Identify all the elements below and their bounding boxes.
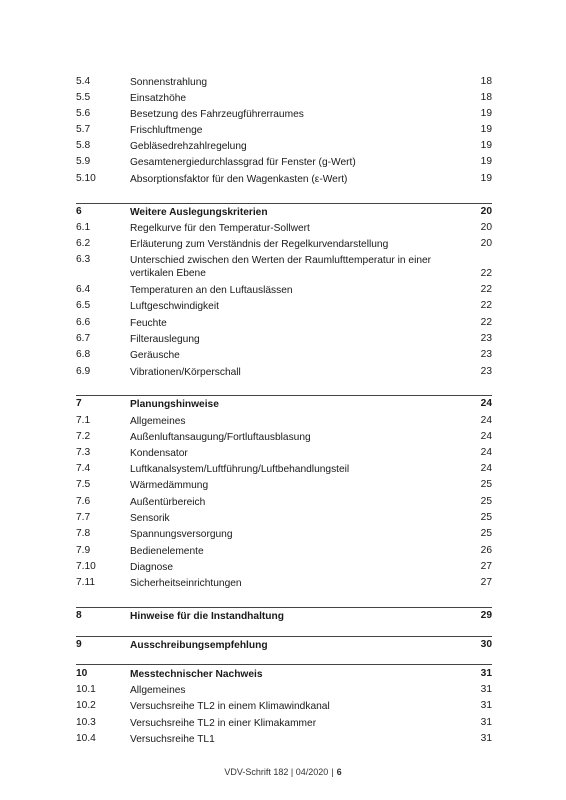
toc-page: 19	[480, 173, 492, 184]
toc-page: 22	[480, 300, 492, 311]
toc-title: Ausschreibungsempfehlung	[130, 640, 268, 651]
toc-number: 10.3	[76, 717, 96, 728]
toc-number: 7	[76, 398, 82, 409]
toc-page: 31	[480, 668, 492, 679]
toc-number: 7.2	[76, 431, 91, 442]
toc-number: 7.6	[76, 496, 91, 507]
toc-number: 6.8	[76, 349, 91, 360]
toc-number: 9	[76, 639, 82, 650]
toc-page: 23	[480, 333, 492, 344]
toc-page: 31	[480, 700, 492, 711]
toc-number: 7.5	[76, 479, 91, 490]
footer-document-info: VDV-Schrift 182 | 04/2020	[224, 767, 329, 777]
footer-page-number: 6	[336, 767, 342, 777]
toc-title: Gebläsedrehzahlregelung	[130, 141, 247, 152]
toc-title: Versuchsreihe TL1	[130, 734, 215, 745]
toc-title: Luftgeschwindigkeit	[130, 301, 219, 312]
toc-page: 24	[480, 415, 492, 426]
toc-number: 7.11	[76, 577, 96, 588]
toc-page: 20	[480, 206, 492, 217]
toc-page: 31	[480, 717, 492, 728]
toc-number: 7.4	[76, 463, 91, 474]
toc-title: Versuchsreihe TL2 in einem Klimawindkanal	[130, 701, 330, 712]
toc-page: 19	[480, 156, 492, 167]
toc-title: Spannungsversorgung	[130, 529, 233, 540]
toc-number: 10.1	[76, 684, 96, 695]
toc-number: 6.1	[76, 222, 91, 233]
toc-title: Außenluftansaugung/Fortluftausblasung	[130, 432, 311, 443]
toc-number: 7.1	[76, 415, 91, 426]
toc-title: Wärmedämmung	[130, 480, 209, 491]
toc-title: Vibrationen/Körperschall	[130, 367, 241, 378]
toc-page: 20	[480, 238, 492, 249]
toc-number: 7.9	[76, 545, 91, 556]
divider-chapter-9	[76, 636, 492, 637]
toc-title: Messtechnischer Nachweis	[130, 669, 263, 680]
divider-chapter-7	[76, 395, 492, 396]
toc-title: Allgemeines	[130, 685, 186, 696]
toc-page: 19	[480, 124, 492, 135]
toc-title: Kondensator	[130, 448, 188, 459]
toc-number: 6.7	[76, 333, 91, 344]
toc-number: 5.6	[76, 108, 91, 119]
toc-title: Weitere Auslegungskriterien	[130, 207, 268, 218]
toc-page: 20	[480, 222, 492, 233]
toc-title: Außentürbereich	[130, 497, 206, 508]
toc-number: 7.8	[76, 528, 91, 539]
toc-title: Sensorik	[130, 513, 170, 524]
toc-number: 10.2	[76, 700, 96, 711]
divider-chapter-6	[76, 203, 492, 204]
toc-number: 6.9	[76, 366, 91, 377]
toc-number: 10.4	[76, 733, 96, 744]
toc-page: 24	[480, 398, 492, 409]
toc-title: Besetzung des Fahrzeugführerraumes	[130, 109, 304, 120]
toc-page: 18	[480, 76, 492, 87]
toc-title: Filterauslegung	[130, 334, 200, 345]
toc-page: 22	[480, 317, 492, 328]
toc-page: 24	[480, 463, 492, 474]
toc-page: 27	[480, 577, 492, 588]
toc-page: 25	[480, 528, 492, 539]
toc-page: 25	[480, 479, 492, 490]
toc-title: Unterschied zwischen den Werten der Raumlufttemperatur in einer vertikalen Ebene	[130, 255, 432, 279]
toc-title: Einsatzhöhe	[130, 93, 187, 104]
toc-title: Luftkanalsystem/Luftführung/Luftbehandlungsteil	[130, 464, 350, 475]
toc-page: 23	[480, 366, 492, 377]
toc-page: 19	[480, 108, 492, 119]
toc-title: Hinweise für die Instandhaltung	[130, 611, 284, 622]
toc-page: 22	[480, 268, 492, 279]
page-footer	[0, 767, 566, 777]
toc-number: 7.7	[76, 512, 91, 523]
toc-number: 6.2	[76, 238, 91, 249]
toc-page: 31	[480, 684, 492, 695]
toc-page: 25	[480, 496, 492, 507]
toc-title: Feuchte	[130, 318, 167, 329]
toc-page: 23	[480, 349, 492, 360]
toc-page: 18	[480, 92, 492, 103]
toc-title: Temperaturen an den Luftauslässen	[130, 285, 293, 296]
toc-number: 5.8	[76, 140, 91, 151]
toc-number: 5.10	[76, 173, 96, 184]
toc-title: Erläuterung zum Verständnis der Regelkurvendarstellung	[130, 239, 389, 250]
toc-page: 24	[480, 447, 492, 458]
toc-title: Absorptionsfaktor für den Wagenkasten (ε-Wert)	[130, 174, 348, 185]
toc-number: 5.5	[76, 92, 91, 103]
toc-number: 5.9	[76, 156, 91, 167]
toc-page: 19	[480, 140, 492, 151]
toc-number: 5.7	[76, 124, 91, 135]
toc-number: 10	[76, 668, 88, 679]
toc-number: 6.4	[76, 284, 91, 295]
toc-page: 25	[480, 512, 492, 523]
toc-title: Allgemeines	[130, 416, 186, 427]
toc-page: 27	[480, 561, 492, 572]
toc-page: 30	[480, 639, 492, 650]
toc-title: Sonnenstrahlung	[130, 77, 208, 88]
toc-page: 22	[480, 284, 492, 295]
toc-page: 31	[480, 733, 492, 744]
toc-title: Versuchsreihe TL2 in einer Klimakammer	[130, 718, 317, 729]
toc-number: 7.10	[76, 561, 96, 572]
toc-title: Diagnose	[130, 562, 174, 573]
toc-title: Frischluftmenge	[130, 125, 203, 136]
toc-page: 24	[480, 431, 492, 442]
toc-title: Gesamtenergiedurchlassgrad für Fenster (g-Wert)	[130, 157, 356, 168]
toc-page: 26	[480, 545, 492, 556]
toc-number: 5.4	[76, 76, 91, 87]
toc-page: 29	[480, 610, 492, 621]
footer-separator: |	[331, 767, 334, 777]
toc-title: Planungshinweise	[130, 399, 219, 410]
toc-number: 6.5	[76, 300, 91, 311]
divider-chapter-10	[76, 664, 492, 665]
toc-title: Geräusche	[130, 350, 180, 361]
toc-title: Bedienelemente	[130, 546, 204, 557]
toc-title: Regelkurve für den Temperatur-Sollwert	[130, 223, 310, 234]
toc-number: 6	[76, 206, 82, 217]
toc-number: 6.3	[76, 254, 91, 265]
toc-number: 7.3	[76, 447, 91, 458]
toc-title: Sicherheitseinrichtungen	[130, 578, 242, 589]
divider-chapter-8	[76, 607, 492, 608]
toc-number: 8	[76, 610, 82, 621]
toc-number: 6.6	[76, 317, 91, 328]
